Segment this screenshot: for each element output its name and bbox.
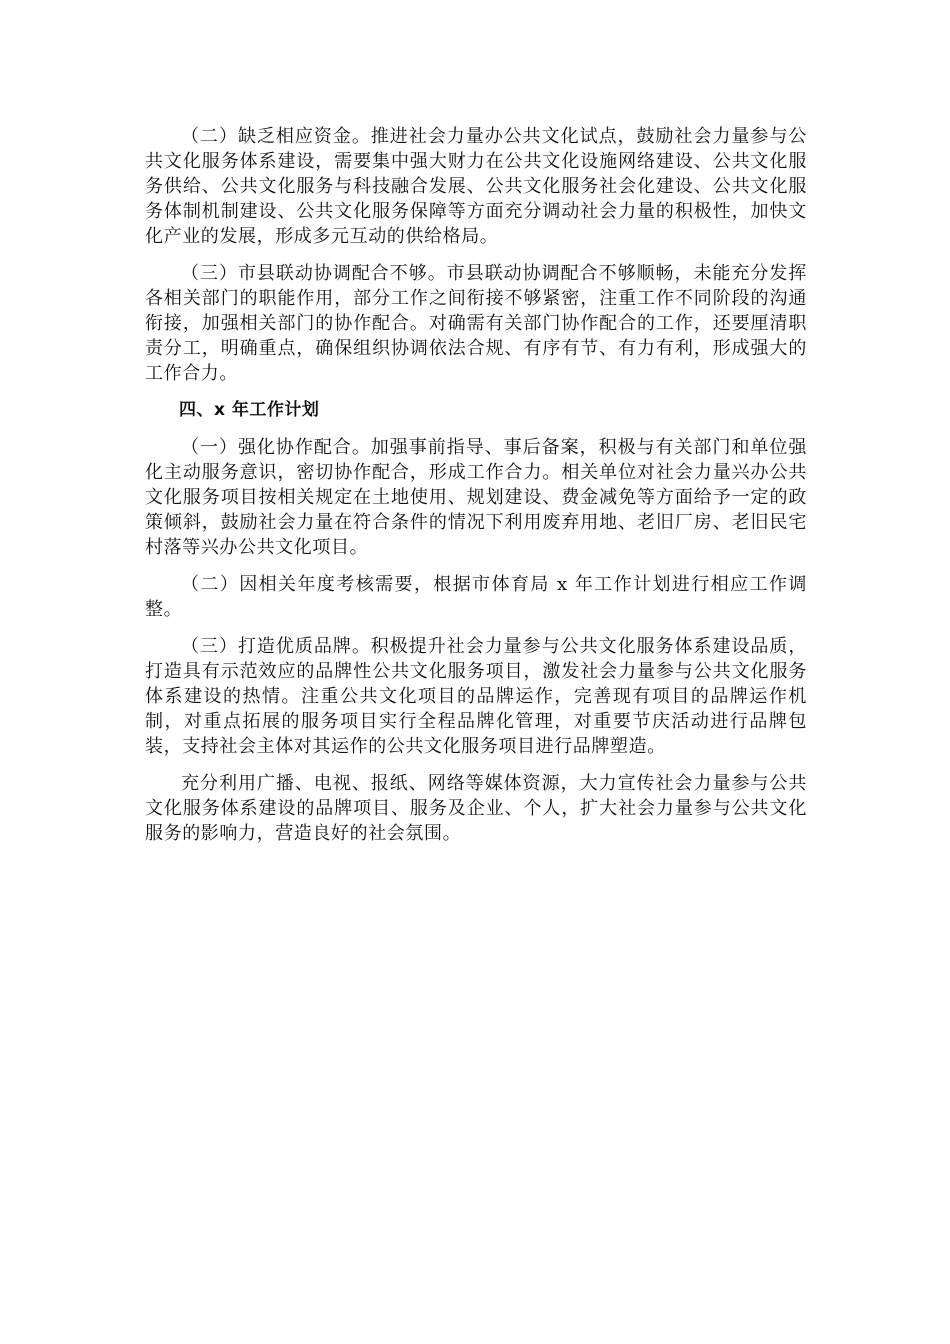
section-heading-work-plan: 四、x 年工作计划 (179, 400, 320, 420)
paragraph-strengthen-cooperation: （一）强化协作配合。加强事前指导、事后备案，积极与有关部门和单位强化主动服务意识，密切协作配合，形成工作合力。相关单位对社会力量兴办公共文化服务项目按相关规定在土地使用、规划建设、费金减免等方面给予一定的政策倾斜，鼓励社会力量在符合条件的情况下利用废弃用地、老旧厂房、老旧民宅村落等兴办公共文化项目。 (145, 437, 807, 558)
paragraph-lack-of-funds: （二）缺乏相应资金。推进社会力量办公共文化试点，鼓励社会力量参与公共文化服务体系建设，需要集中强大财力在公共文化设施网络建设、公共文化服务供给、公共文化服务与科技融合发展、公共文化服务社会化建设、公共文化服务体制机制建设、公共文化服务保障等方面充分调动社会力量的积极性，加快文化产业的发展，形成多元互动的供给格局。 (145, 126, 807, 247)
paragraph-annual-assessment: （二）因相关年度考核需要，根据市体育局 x 年工作计划进行相应工作调整。 (145, 574, 807, 620)
document-body (145, 124, 807, 858)
paragraph-coordination-issue: （三）市县联动协调配合不够。市县联动协调配合不够顺畅，未能充分发挥各相关部门的职能作用，部分工作之间衔接不够紧密，注重工作不同阶段的沟通衔接，加强相关部门的协作配合。对确需有关部门协作配合的工作，还要厘清职责分工，明确重点，确保组织协调依法合规、有序有节、有力有利，形成强大的工作合力。 (145, 263, 807, 384)
paragraph-quality-brand: （三）打造优质品牌。积极提升社会力量参与公共文化服务体系建设品质，打造具有示范效应的品牌性公共文化服务项目，激发社会力量参与公共文化服务体系建设的热情。注重公共文化项目的品牌运作，完善现有项目的品牌运作机制，对重点拓展的服务项目实行全程品牌化管理，对重要节庆活动进行品牌包装，支持社会主体对其运作的公共文化服务项目进行品牌塑造。 (145, 636, 807, 757)
paragraph-media-promotion: 充分利用广播、电视、报纸、网络等媒体资源，大力宣传社会力量参与公共文化服务体系建设的品牌项目、服务及企业、个人，扩大社会力量参与公共文化服务的影响力，营造良好的社会氛围。 (145, 773, 807, 844)
